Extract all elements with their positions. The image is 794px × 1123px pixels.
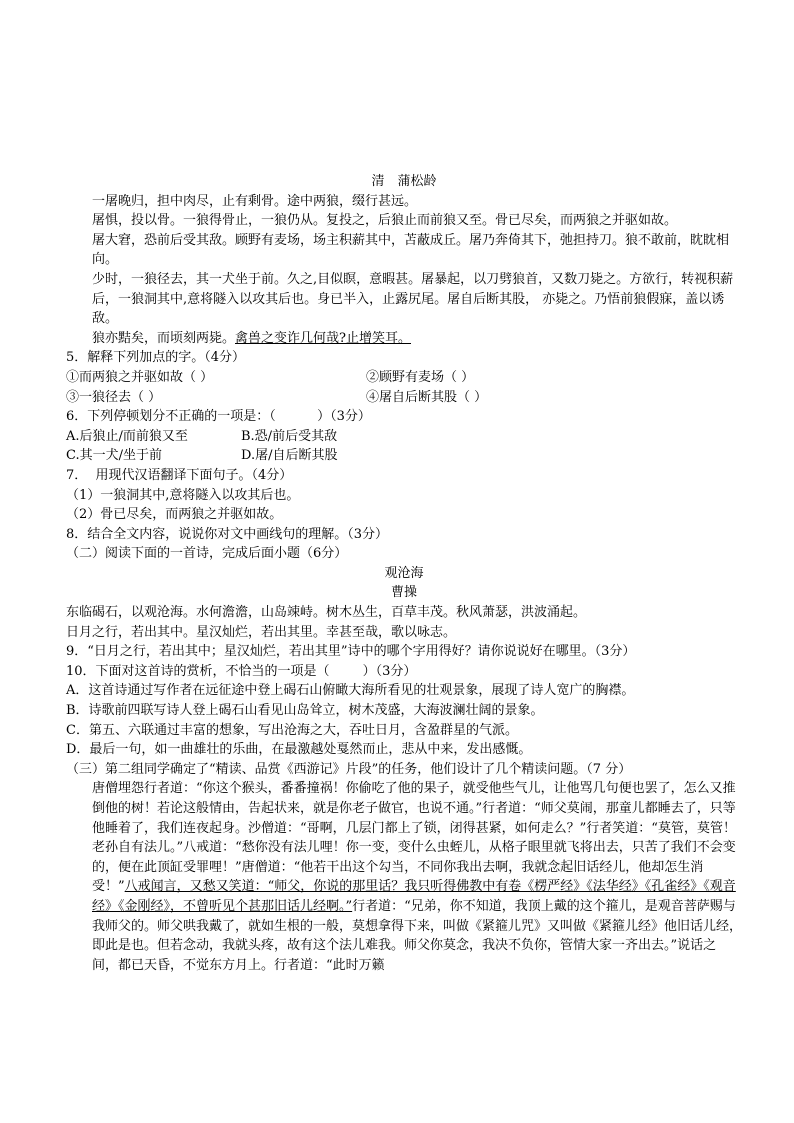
question-10-option: B．诗歌前四联写诗人登上碣石山看见山岛耸立，树木茂盛，大海波澜壮阔的景象。: [66, 703, 544, 719]
question-10-stem: 10．下面对这首诗的赏析，不恰当的一项是（ ）（3分）: [66, 663, 417, 679]
passage-paragraph: 少时，一狼径去，其一犬坐于前。久之,目似瞑，意暇甚。屠暴起，以刀劈狼首，又数刀毙之。方欲行，转视积薪后，一狼洞其中,意将隧入以攻其后也。身已半入，止露尻尾。屠自后断其股， 亦毙之。乃悟前狼假寐，盖以诱敌。: [92, 271, 734, 327]
passage-text: 狼亦黠矣，而顷刻两毙。: [92, 330, 236, 346]
passage-paragraph: 屠惧，投以骨。一狼得骨止，一狼仍从。复投之，后狼止而前狼又至。骨已尽矣，而两狼之并驱如故。: [92, 213, 678, 229]
journey-west-excerpt: [66, 779, 742, 975]
question-6-option: C.其一犬/坐于前: [66, 448, 162, 464]
question-6-option: B.恐/前后受其敌: [241, 428, 338, 444]
question-6-stem: 6．下列停顿划分不正确的一项是：（ ）（3分）: [66, 409, 371, 425]
question-10-option: D．最后一句，如一曲雄壮的乐曲，在最激越处戛然而止，悲从中来，发出感慨。: [66, 742, 532, 758]
section-2-heading: （二）阅读下面的一首诗，完成后面小题（6分）: [66, 546, 348, 562]
question-9-stem: 9．“日月之行，若出其中；星汉灿烂，若出其里”诗中的哪个字用得好？请你说说好在哪里。（3分）: [66, 644, 636, 660]
question-10-option: C．第五、六联通过丰富的想象，写出沧海之大，吞吐日月，含盈群星的气派。: [66, 722, 518, 738]
question-8-stem: 8．结合全文内容，说说你对文中画线句的理解。（3分）: [66, 526, 389, 542]
question-6-options-row: [66, 427, 742, 447]
excerpt-text: 行者道：“兄弟，你不知道，我顶上戴的这个箍儿，是观音菩萨赐与我师父的。师父哄我戴了，就如生根的一般，莫想拿得下来，叫做《紧箍儿咒》又叫做《紧箍儿经》他旧话儿经，即此是也。但若念动，我就头疼，故有这个法儿难我。师父你莫念，我决不负你，管情大家一齐出去。”说话之间，都已天昏，不觉东方月上。行者道：“此时万籁: [92, 898, 743, 973]
question-5-stem: 5．解释下列加点的字。（4分）: [66, 350, 246, 366]
question-10-option: A．这首诗通过写作者在远征途中登上碣石山俯瞰大海所看见的壮观景象，展现了诗人宽广的胸襟。: [66, 683, 635, 699]
document-page: [66, 172, 742, 975]
poem-line: 日月之行，若出其中。星汉灿烂，若出其里。幸甚至哉，歌以咏志。: [66, 624, 457, 640]
underlined-sentence: 禽兽之变诈几何哉?止增笑耳。: [235, 330, 411, 346]
excerpt-text: 唐僧埋怨行者道：“你这个猴头，番番撞祸！你偷吃了他的果子，就受他些气儿，让他骂几句便也罢了，怎么又推倒他的树！若论这般情由，告起状来，就是你老子做官，也说不通。”行者道：“师父莫闹，那童儿都睡去了，只等他睡着了，我们连夜起身。沙僧道：“哥啊，几层门都上了锁，闭得甚紧，如何走么？”行者笑道：“莫管，莫管！老孙自有法儿。”八戒道：“愁你没有法儿哩！你一变，变什么虫蛭儿，从格子眼里就飞将出去，只苦了我们不会变的，便在此顶缸受罪哩！”唐僧道：“他若干出这个勾当，不同你我出去啊，我就念起旧话经儿，他却怎生消受！”: [92, 781, 736, 895]
poem-line: 东临碣石，以观沧海。水何澹澹，山岛竦峙。树木丛生，百草丰茂。秋风萧瑟，洪波涌起。: [66, 605, 587, 621]
question-5-option: ①而两狼之并驱如故（ ）: [66, 369, 214, 385]
section-3-heading: （三）第二组同学确定了“精读、品赏《西游记》片段”的任务，他们设计了几个精读问题。（7 分）: [66, 761, 632, 777]
question-6-option: A.后狼止/而前狼又至: [66, 428, 188, 444]
question-7-stem: 7． 用现代汉语翻译下面句子。（4分）: [66, 467, 293, 483]
poem-title: 观沧海: [384, 565, 424, 581]
question-7-sentence: （2）骨已尽矣，而两狼之并驱如故。: [66, 507, 283, 523]
passage-paragraph: 一屠晚归，担中肉尽，止有剩骨。途中两狼，缀行甚远。: [92, 193, 418, 209]
question-6-option: D.屠/自后断其股: [241, 448, 338, 464]
author-line: 清 蒲松龄: [371, 174, 437, 189]
passage-paragraph-last: [66, 329, 742, 349]
question-5-options-row: [66, 388, 742, 408]
passage-paragraph: 屠大窘，恐前后受其敌。顾野有麦场，场主积薪其中，苫蔽成丘。屠乃奔倚其下，弛担持刀。狼不敢前，眈眈相向。: [92, 232, 730, 268]
poem-author: 曹操: [390, 585, 417, 601]
question-5-options-row: [66, 368, 742, 388]
underlined-sentence: 八戒闻言，又愁又笑道：“师父，你说的那里话？我只听得佛教中有卷《楞严经》《法华经》《孔雀经》《观音经》《金刚经》，不曾听见个甚那旧话儿经啊。”: [92, 879, 736, 914]
question-5-option: ④屠自后断其股（ ）: [366, 389, 488, 405]
question-5-option: ③一狼径去（ ）: [66, 389, 162, 405]
question-6-options-row: [66, 446, 742, 466]
question-5-option: ②顾野有麦场（ ）: [366, 369, 475, 385]
question-7-sentence: （1）一狼洞其中,意将隧入以攻其后也。: [66, 487, 300, 503]
